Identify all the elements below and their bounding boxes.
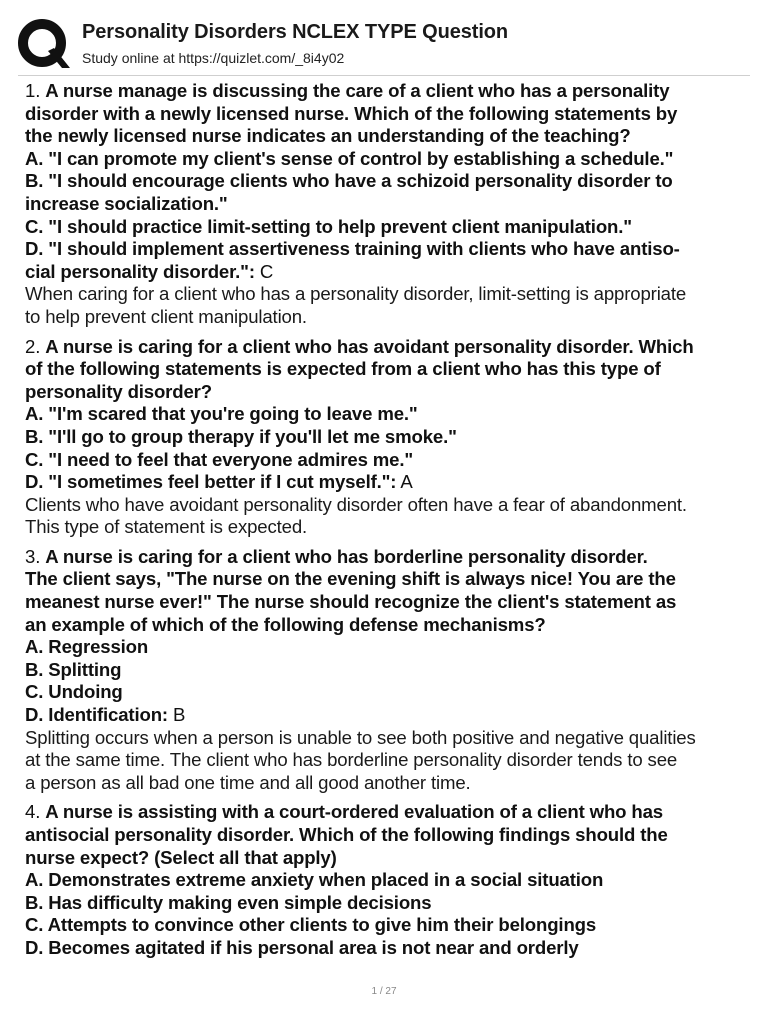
- question-line: [25, 216, 750, 239]
- question-text: A. "I'm scared that you're going to leave me.": [25, 403, 418, 425]
- answer-text: B: [172, 704, 186, 726]
- question-text: D. Becomes agitated if his personal area is not near and orderly: [25, 936, 579, 958]
- question-line: [25, 426, 750, 449]
- study-online-link[interactable]: Study online at https://quizlet.com/_8i4y02: [82, 50, 345, 66]
- question-line: [25, 449, 750, 472]
- flashcard-3: [25, 546, 750, 795]
- question-line: [25, 125, 750, 148]
- question-line: [25, 381, 750, 404]
- card-number: 3.: [25, 545, 41, 567]
- question-text: B. "I should encourage clients who have a schizoid personality disorder to: [25, 170, 673, 192]
- question-line: [25, 80, 750, 103]
- question-text: B. "I'll go to group therapy if you'll let me smoke.": [25, 425, 457, 447]
- card-number: 2.: [25, 335, 41, 357]
- explanation-line: at the same time. The client who has borderline personality disorder tends to see: [25, 749, 678, 771]
- question-line: [25, 193, 750, 216]
- flashcard-2: [25, 336, 750, 539]
- question-text: an example of which of the following defense mechanisms?: [25, 613, 546, 635]
- question-line: [25, 568, 750, 591]
- question-line: [25, 358, 750, 381]
- card-number: 1.: [25, 80, 41, 101]
- question-text: the newly licensed nurse indicates an understanding of the teaching?: [25, 125, 631, 147]
- question-line: [25, 914, 750, 937]
- question-line: [25, 471, 750, 494]
- question-text: A nurse manage is discussing the care of a client who has a personality: [45, 80, 670, 101]
- page-number: 1 / 27: [371, 986, 397, 997]
- document-title: Personality Disorders NCLEX TYPE Question: [82, 21, 509, 43]
- question-text: The client says, "The nurse on the evening shift is always nice! You are the: [25, 568, 676, 590]
- question-line: [25, 681, 750, 704]
- explanation-line: to help prevent client manipulation.: [25, 305, 307, 327]
- card-number: 4.: [25, 801, 41, 823]
- question-text: D. "I sometimes feel better if I cut myself.":: [25, 471, 397, 493]
- question-text: C. Attempts to convince other clients to give him their belongings: [25, 914, 597, 936]
- question-text: antisocial personality disorder. Which of the following findings should the: [25, 824, 668, 845]
- question-line: [25, 546, 750, 569]
- question-text: nurse expect? (Select all that apply): [25, 846, 337, 868]
- answer-text: C: [259, 260, 274, 282]
- question-line: [25, 824, 750, 847]
- question-text: D. Identification:: [25, 704, 168, 726]
- question-line: [25, 103, 750, 126]
- question-text: B. Splitting: [25, 658, 122, 680]
- flashcard-list: [25, 80, 750, 967]
- header-divider: [18, 75, 750, 76]
- question-text: A nurse is assisting with a court-ordered evaluation of a client who has: [45, 801, 663, 823]
- flashcard-1: [25, 80, 750, 329]
- question-line: [25, 170, 750, 193]
- question-line: [25, 801, 750, 824]
- question-text: of the following statements is expected from a client who has this type of: [25, 358, 661, 380]
- question-line: [25, 238, 750, 261]
- question-text: D. "I should implement assertiveness training with clients who have antiso-: [25, 238, 680, 260]
- question-text: A. Demonstrates extreme anxiety when placed in a social situation: [25, 869, 604, 891]
- answer-text: A: [400, 471, 413, 493]
- explanation-line: a person as all bad one time and all good another time.: [25, 771, 471, 793]
- question-text: disorder with a newly licensed nurse. Which of the following statements by: [25, 102, 678, 124]
- question-line: [25, 704, 750, 727]
- question-line: [25, 614, 750, 637]
- question-line: [25, 148, 750, 171]
- question-line: [25, 261, 750, 284]
- question-text: meanest nurse ever!" The nurse should recognize the client's statement as: [25, 591, 677, 613]
- question-text: A nurse is caring for a client who has avoidant personality disorder. Which: [45, 335, 694, 357]
- question-text: increase socialization.": [25, 192, 228, 214]
- question-text: A. "I can promote my client's sense of control by establishing a schedule.": [25, 147, 674, 169]
- question-line: [25, 659, 750, 682]
- question-line: [25, 847, 750, 870]
- question-line: [25, 937, 750, 960]
- question-text: C. "I should practice limit-setting to help prevent client manipulation.": [25, 215, 632, 237]
- question-line: [25, 336, 750, 359]
- explanation-line: Splitting occurs when a person is unable to see both positive and negative qualities: [25, 726, 696, 748]
- question-line: [25, 869, 750, 892]
- quizlet-logo-icon: [18, 18, 70, 70]
- question-text: A nurse is caring for a client who has borderline personality disorder.: [45, 545, 648, 567]
- question-line: [25, 892, 750, 915]
- question-line: [25, 636, 750, 659]
- question-text: C. "I need to feel that everyone admires me.": [25, 448, 414, 470]
- flashcard-4: [25, 801, 750, 959]
- question-text: cial personality disorder.":: [25, 260, 255, 282]
- document-header: [0, 0, 768, 76]
- question-line: [25, 591, 750, 614]
- question-text: C. Undoing: [25, 681, 123, 703]
- question-text: personality disorder?: [25, 380, 212, 402]
- explanation-line: This type of statement is expected.: [25, 516, 308, 538]
- question-text: A. Regression: [25, 636, 149, 658]
- question-line: [25, 403, 750, 426]
- explanation-line: When caring for a client who has a personality disorder, limit-setting is appropriate: [25, 283, 687, 305]
- explanation-line: Clients who have avoidant personality disorder often have a fear of abandonment.: [25, 493, 687, 515]
- question-text: B. Has difficulty making even simple decisions: [25, 891, 432, 913]
